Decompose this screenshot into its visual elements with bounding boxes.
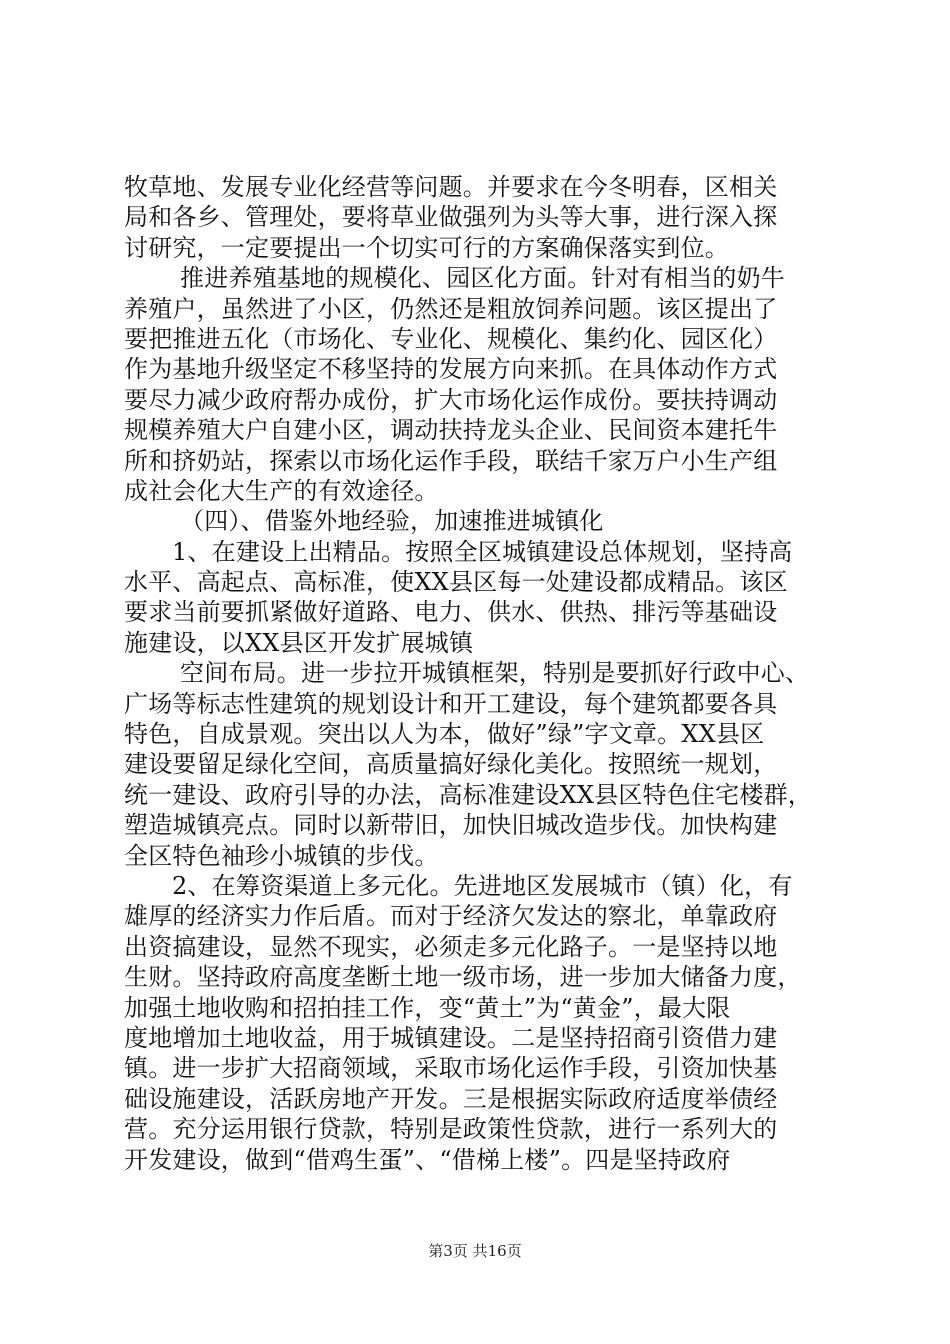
text-line: 度地增加土地收益，用于城镇建设。二是坚持招商引资借力建 xyxy=(124,1023,778,1052)
text-line: 规模养殖大户自建小区，调动扶持龙头企业、民间资本建托牛 xyxy=(124,416,778,445)
text-line: 生财。坚持政府高度垄断土地一级市场，进一步加大储备力度， xyxy=(124,963,802,992)
text-line: 2、在筹资渠道上多元化。先进地区发展城市（镇）化，有 xyxy=(172,871,793,900)
text-line: 建设要留足绿化空间，高质量搞好绿化美化。按照统一规划， xyxy=(124,750,778,779)
text-line: 开发建设，做到“借鸡生蛋”、“借梯上楼”。四是坚持政府 xyxy=(124,1145,731,1174)
text-line: 空间布局。进一步拉开城镇框架，特别是要抓好行政中心、 xyxy=(180,659,810,688)
text-line: 塑造城镇亮点。同时以新带旧，加快旧城改造步伐。加快构建 xyxy=(124,811,778,840)
text-line: 加强土地收购和招拍挂工作，变“黄土”为“黄金”，最大限 xyxy=(124,993,731,1022)
text-line: 雄厚的经济实力作后盾。而对于经济欠发达的察北，单靠政府 xyxy=(124,902,778,931)
text-line: 水平、高起点、高标准，使XX县区每一处建设都成精品。该区 xyxy=(124,568,788,597)
text-line: 营。充分运用银行贷款，特别是政策性贷款，进行一系列大的 xyxy=(124,1115,778,1144)
text-line: 局和各乡、管理处，要将草业做强列为头等大事，进行深入探 xyxy=(124,203,778,232)
text-line: 所和挤奶站，探索以市场化运作手段，联结千家万户小生产组 xyxy=(124,446,778,475)
document-body xyxy=(124,172,834,1175)
text-line: 镇。进一步扩大招商领域，采取市场化运作手段，引资加快基 xyxy=(124,1054,778,1083)
text-line: 作为基地升级坚定不移坚持的发展方向来抓。在具体动作方式 xyxy=(124,355,778,384)
text-line: 养殖户，虽然进了小区，仍然还是粗放饲养问题。该区提出了 xyxy=(124,294,778,323)
text-line: 推进养殖基地的规模化、园区化方面。针对有相当的奶牛 xyxy=(180,264,785,293)
text-line: 全区特色袖珍小城镇的步伐。 xyxy=(124,841,439,870)
text-line: 特色，自成景观。突出以人为本，做好”绿”字文章。XX县区 xyxy=(124,720,765,749)
text-line: 要把推进五化（市场化、专业化、规模化、集约化、园区化） xyxy=(124,324,778,353)
text-line: 统一建设、政府引导的办法，高标准建设XX县区特色住宅楼群， xyxy=(124,780,812,809)
text-line: （四）、借鉴外地经验，加速推进城镇化 xyxy=(180,507,604,536)
text-line: 要求当前要抓紧做好道路、电力、供水、供热、排污等基础设 xyxy=(124,598,778,627)
text-line: 牧草地、发展专业化经营等问题。并要求在今冬明春，区相关 xyxy=(124,173,778,201)
text-line: 要尽力减少政府帮办成份，扩大市场化运作成份。要扶持调动 xyxy=(124,385,778,414)
text-line: 础设施建设，活跃房地产开发。三是根据实际政府适度举债经 xyxy=(124,1084,778,1113)
text-line: 1、在建设上出精品。按照全区城镇建设总体规划，坚持高 xyxy=(172,537,793,566)
text-line: 成社会化大生产的有效途径。 xyxy=(124,476,439,505)
text-line: 施建设，以XX县区开发扩展城镇 xyxy=(124,628,474,657)
text-line: 讨研究，一定要提出一个切实可行的方案确保落实到位。 xyxy=(124,233,729,262)
text-line: 广场等标志性建筑的规划设计和开工建设，每个建筑都要各具 xyxy=(124,689,778,718)
page-footer: 第3页 共16页 xyxy=(428,1242,522,1260)
text-line: 出资搞建设，显然不现实，必须走多元化路子。一是坚持以地 xyxy=(124,932,778,961)
